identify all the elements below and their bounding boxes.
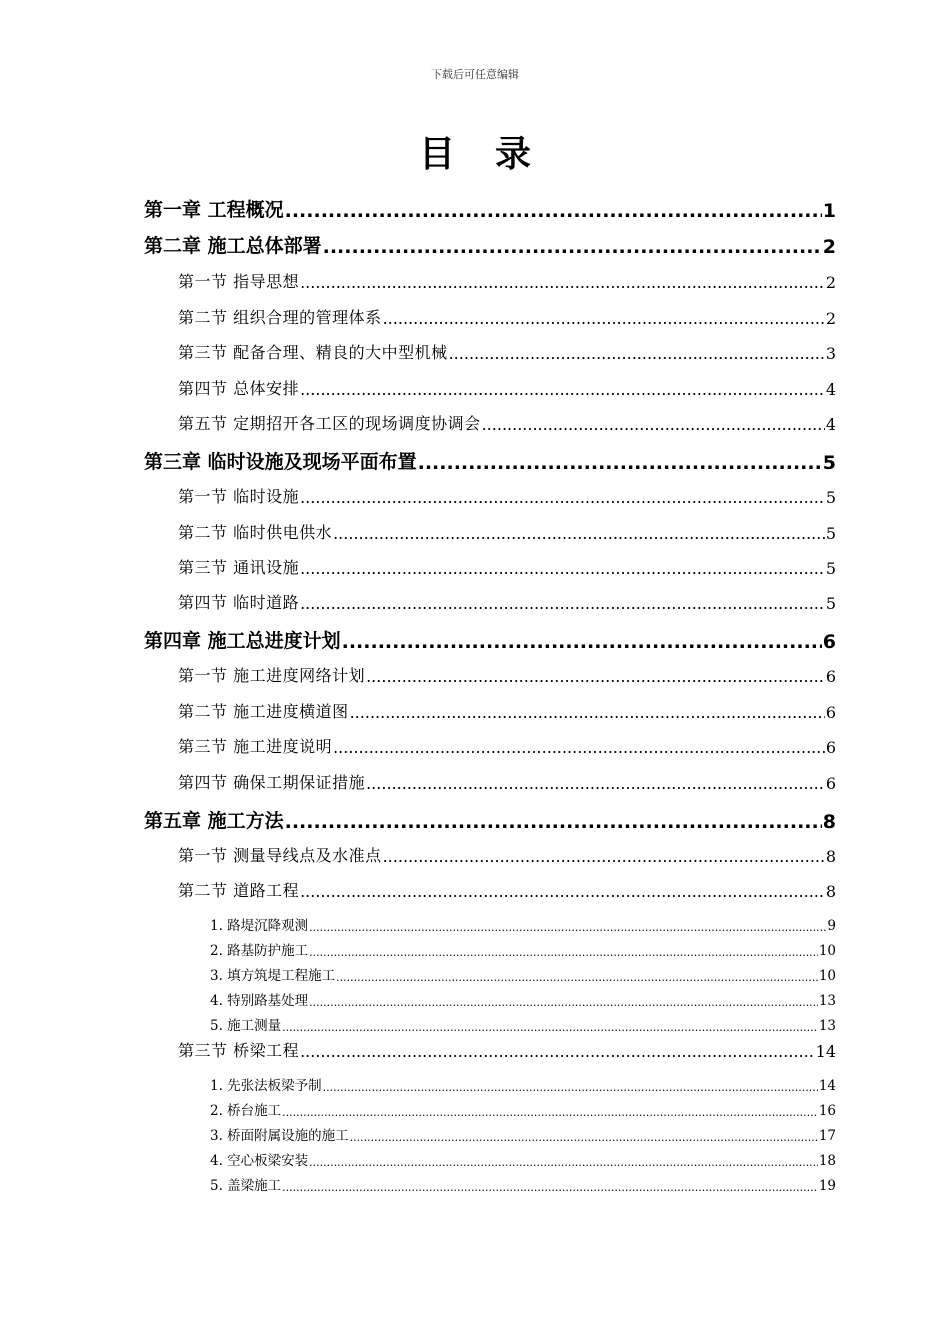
toc-leader [282, 1181, 818, 1194]
toc-section[interactable] [178, 591, 836, 613]
toc-page-number: 2 [822, 236, 836, 258]
toc-page-number: 19 [818, 1178, 836, 1194]
toc-subsection[interactable] [210, 1126, 836, 1144]
toc-leader [449, 344, 825, 363]
toc-leader [350, 703, 825, 722]
toc-label: 第一章 工程概况 [144, 199, 284, 221]
toc-chapter-3[interactable] [144, 448, 836, 474]
toc-leader [309, 921, 826, 934]
toc-leader [285, 200, 822, 222]
toc-label: 第一节 测量导线点及水准点 [178, 846, 382, 865]
toc-page-number: 6 [825, 667, 836, 686]
toc-leader [300, 1042, 815, 1061]
toc-page-number: 2 [825, 273, 836, 292]
toc-page-number: 14 [818, 1078, 836, 1094]
toc-page-number: 5 [825, 559, 836, 578]
toc-label: 第一节 临时设施 [178, 487, 300, 506]
toc-section[interactable] [178, 377, 836, 399]
toc-label: 第一节 指导思想 [178, 272, 300, 291]
toc-subsection[interactable] [210, 1101, 836, 1119]
toc-section[interactable] [178, 521, 836, 543]
toc-section[interactable] [178, 735, 836, 757]
toc-label: 2. 路基防护施工 [210, 943, 309, 959]
toc-leader [300, 594, 825, 613]
toc-label: 第三节 施工进度说明 [178, 737, 333, 756]
toc-leader [309, 996, 818, 1009]
toc-section[interactable] [178, 485, 836, 507]
toc-label: 4. 空心板梁安装 [210, 1153, 309, 1169]
toc-leader [418, 452, 822, 474]
toc-chapter-1[interactable] [144, 196, 836, 222]
toc-label: 第三节 通讯设施 [178, 558, 300, 577]
toc-leader [285, 811, 822, 833]
toc-chapter-4[interactable] [144, 627, 836, 653]
toc-leader [333, 738, 825, 757]
toc-page-number: 14 [815, 1042, 836, 1061]
toc-page-number: 4 [825, 415, 836, 434]
toc-label: 第四节 确保工期保证措施 [178, 773, 366, 792]
toc-leader [300, 273, 825, 292]
toc-leader [350, 1131, 818, 1144]
toc-leader [333, 524, 825, 543]
toc-page-number: 6 [825, 774, 836, 793]
toc-page-number: 5 [822, 452, 836, 474]
toc-label: 4. 特别路基处理 [210, 993, 309, 1009]
toc-leader [300, 488, 825, 507]
toc-page-number: 8 [825, 847, 836, 866]
toc-page-number: 2 [825, 309, 836, 328]
toc-section[interactable] [178, 306, 836, 328]
toc-page-number: 4 [825, 380, 836, 399]
toc-leader [309, 1156, 818, 1169]
toc-section[interactable] [178, 270, 836, 292]
title-char-1: 目 [418, 134, 455, 175]
toc-page-number: 6 [825, 703, 836, 722]
toc-page-number: 18 [818, 1153, 836, 1169]
toc-label: 第二节 道路工程 [178, 881, 300, 900]
toc-leader [482, 415, 825, 434]
toc-label: 第四节 总体安排 [178, 379, 300, 398]
toc-label: 1. 先张法板梁予制 [210, 1078, 322, 1094]
toc-page-number: 6 [822, 631, 836, 653]
toc-section[interactable] [178, 771, 836, 793]
toc-page-number: 16 [818, 1103, 836, 1119]
toc-page-number: 5 [825, 524, 836, 543]
toc-leader [366, 774, 825, 793]
toc-page-number: 5 [825, 488, 836, 507]
toc-page-number: 3 [825, 344, 836, 363]
toc-leader [282, 1021, 818, 1034]
toc-label: 3. 桥面附属设施的施工 [210, 1128, 349, 1144]
toc-label: 5. 施工测量 [210, 1018, 282, 1034]
toc-section[interactable] [178, 412, 836, 434]
toc-label: 第一节 施工进度网络计划 [178, 666, 366, 685]
toc-leader [323, 1081, 818, 1094]
toc-leader [282, 1106, 818, 1119]
toc-page-number: 5 [825, 594, 836, 613]
toc-page-number: 13 [818, 1018, 836, 1034]
toc-label: 5. 盖梁施工 [210, 1178, 282, 1194]
toc-label: 第三节 桥梁工程 [178, 1041, 300, 1060]
toc-page-number: 8 [822, 811, 836, 833]
toc-page-number: 17 [818, 1128, 836, 1144]
toc-label: 3. 填方筑堤工程施工 [210, 968, 336, 984]
toc-leader [323, 236, 822, 258]
title-char-2: 录 [495, 134, 532, 175]
toc-leader [300, 380, 825, 399]
toc-label: 第二节 临时供电供水 [178, 523, 333, 542]
toc-subsection[interactable] [210, 1151, 836, 1169]
toc-section[interactable] [178, 879, 836, 901]
toc-subsection[interactable] [210, 1016, 836, 1034]
toc-leader [383, 847, 825, 866]
toc-page-number: 8 [825, 882, 836, 901]
toc-leader [336, 971, 818, 984]
toc-leader [309, 946, 818, 959]
toc-chapter-5[interactable] [144, 807, 836, 833]
toc-label: 第二节 组织合理的管理体系 [178, 308, 382, 327]
toc-label: 第三章 临时设施及现场平面布置 [144, 451, 417, 473]
toc-subsection[interactable] [210, 991, 836, 1009]
toc-subsection[interactable] [210, 966, 836, 984]
toc-page-number: 10 [818, 968, 836, 984]
toc-label: 第四章 施工总进度计划 [144, 630, 341, 652]
toc-label: 第三节 配备合理、精良的大中型机械 [178, 343, 448, 362]
toc-page-number: 6 [825, 738, 836, 757]
toc-page-number: 10 [818, 943, 836, 959]
toc-section[interactable] [178, 556, 836, 578]
toc-leader [300, 882, 825, 901]
toc-leader [342, 631, 822, 653]
toc-label: 1. 路堤沉降观测 [210, 918, 309, 934]
toc-section[interactable] [178, 341, 836, 363]
toc-leader [366, 667, 825, 686]
toc-label: 第五节 定期招开各工区的现场调度协调会 [178, 414, 481, 433]
toc-subsection[interactable] [210, 916, 836, 934]
toc-page-number: 13 [818, 993, 836, 1009]
toc-label: 2. 桥台施工 [210, 1103, 282, 1119]
toc-chapter-2[interactable] [144, 232, 836, 258]
page-header: 下载后可任意编辑 [431, 68, 519, 81]
toc-section[interactable] [178, 664, 836, 686]
toc-page-number: 1 [822, 200, 836, 222]
toc-page-number: 9 [827, 918, 836, 934]
toc-subsection[interactable] [210, 941, 836, 959]
toc-section[interactable] [178, 700, 836, 722]
toc-subsection[interactable] [210, 1176, 836, 1194]
toc-leader [300, 559, 825, 578]
toc-leader [383, 309, 825, 328]
toc-label: 第二节 施工进度横道图 [178, 702, 349, 721]
toc-subsection[interactable] [210, 1076, 836, 1094]
toc-label: 第四节 临时道路 [178, 593, 300, 612]
toc-label: 第二章 施工总体部署 [144, 235, 322, 257]
toc-section[interactable] [178, 1039, 836, 1061]
toc-label: 第五章 施工方法 [144, 810, 284, 832]
toc-section[interactable] [178, 844, 836, 866]
